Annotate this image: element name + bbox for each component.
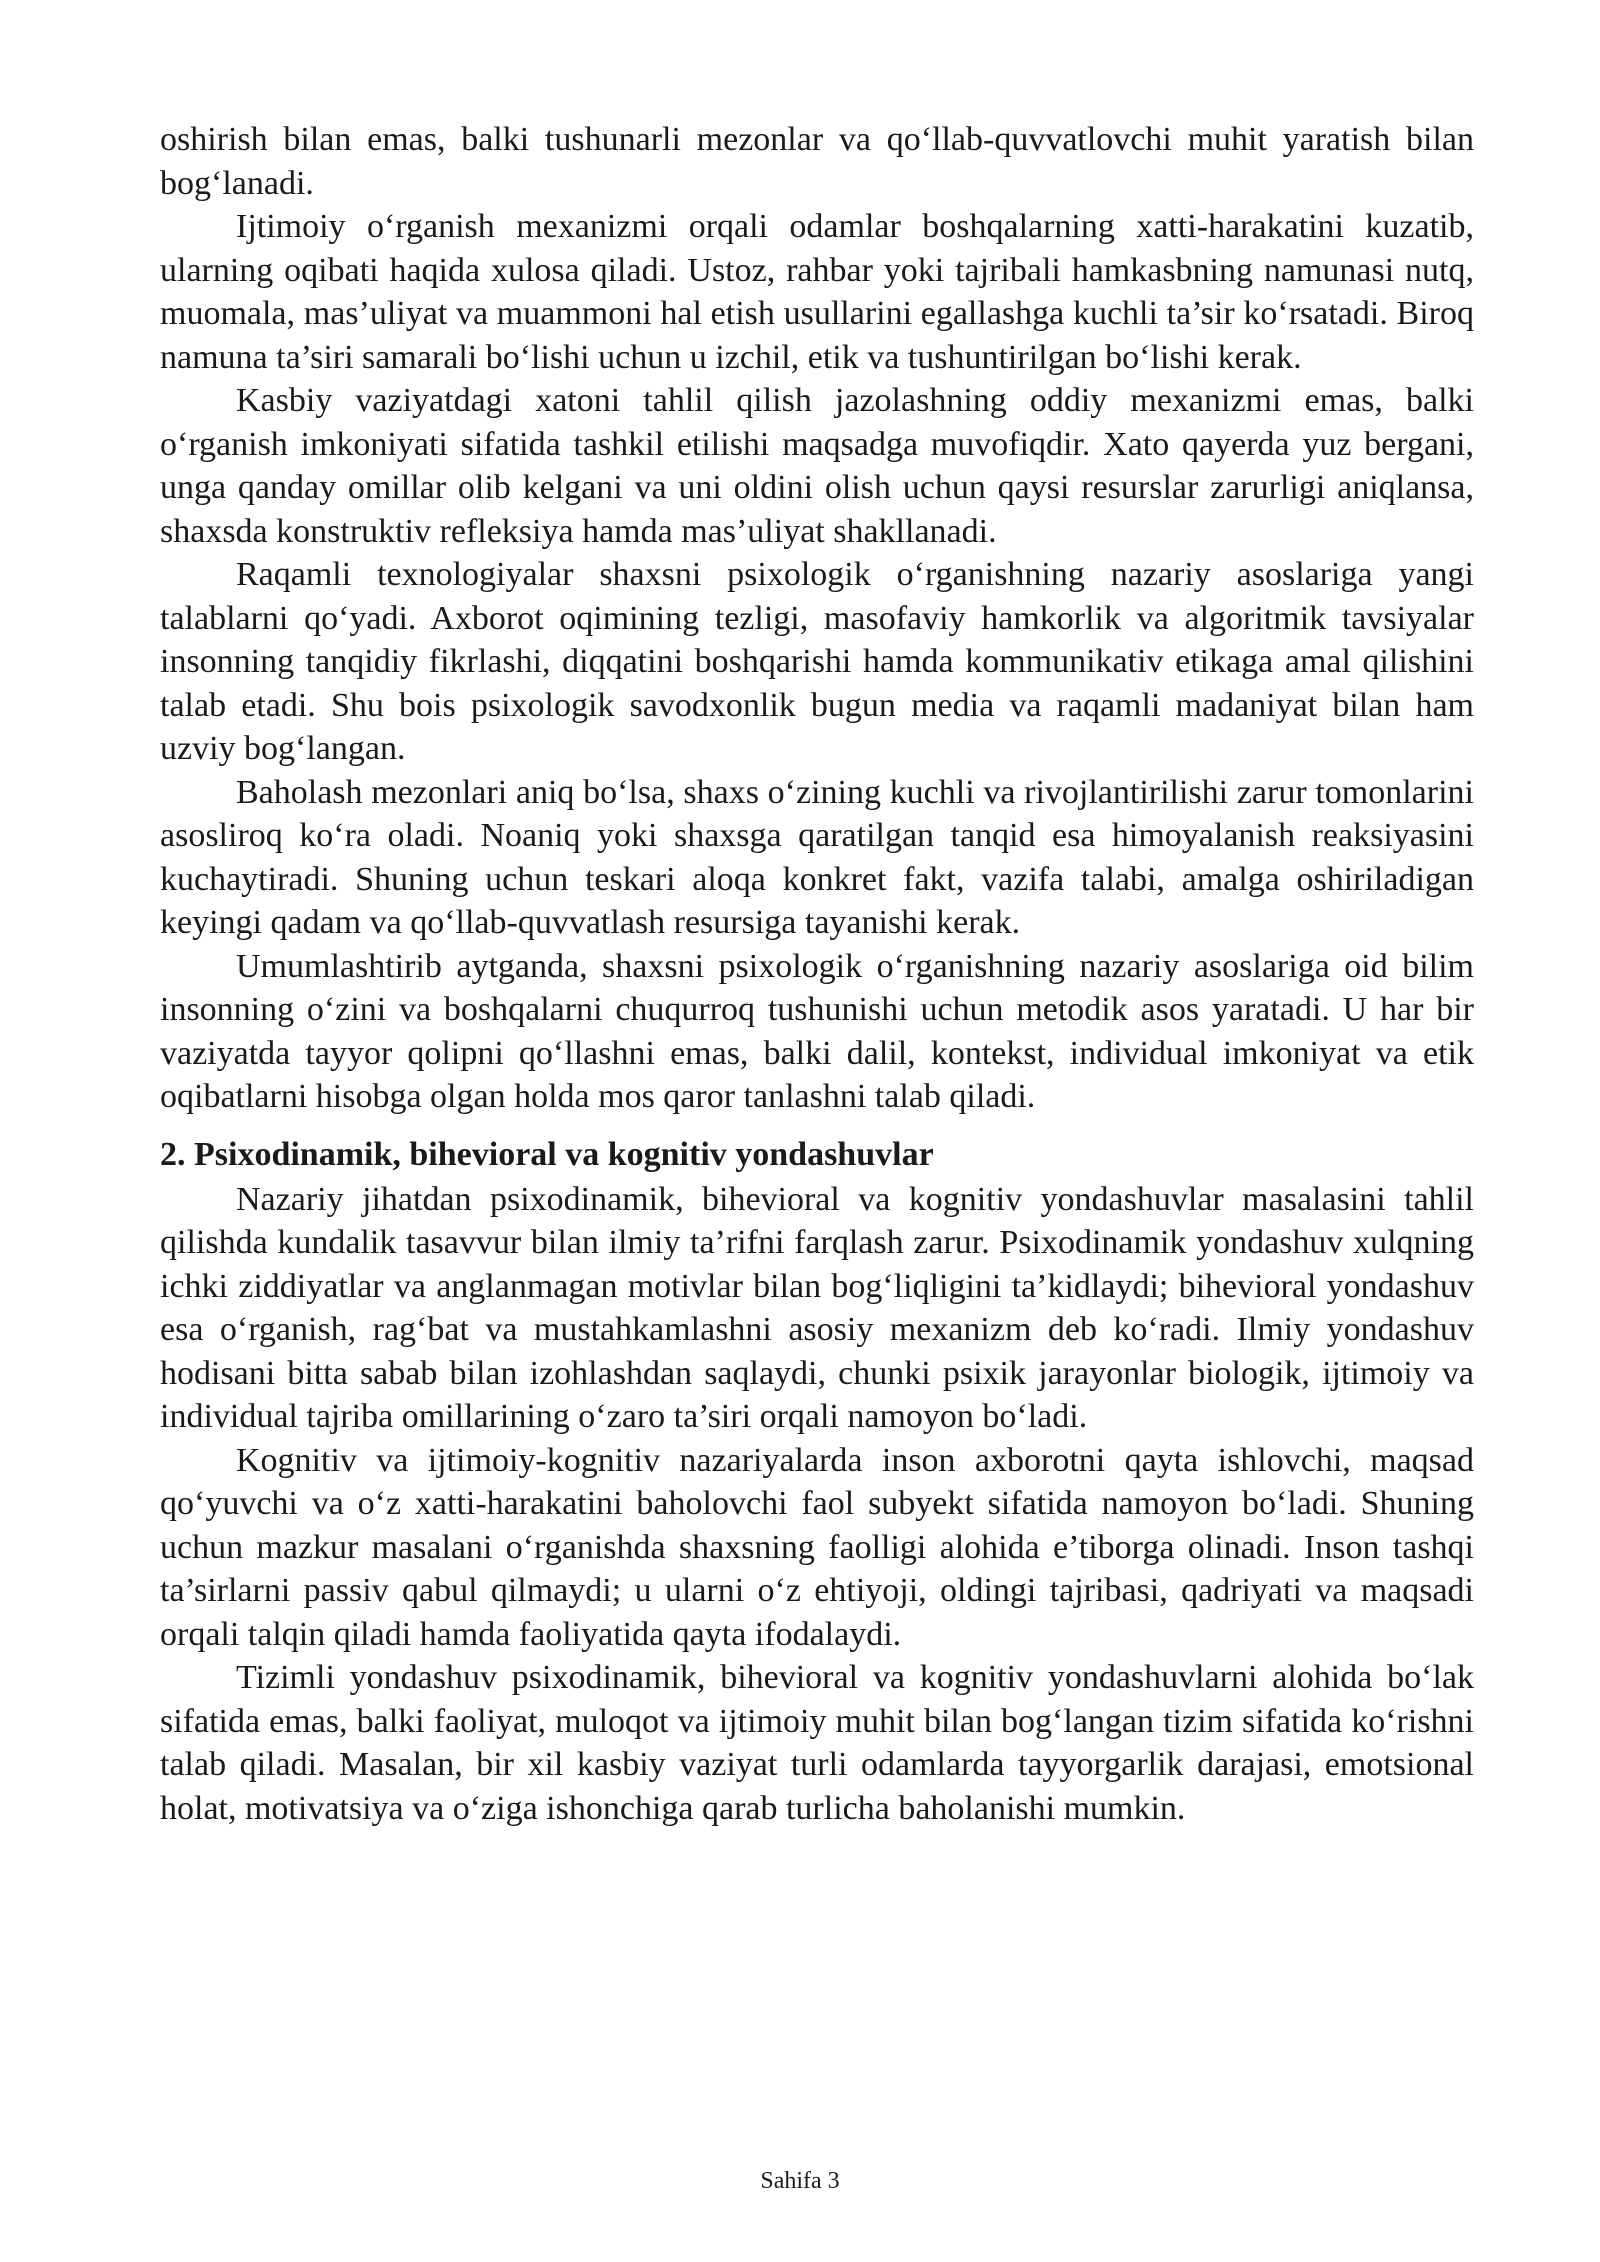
section-heading: 2. Psixodinamik, bihevioral va kognitiv yondashuvlar [160, 1135, 934, 1173]
paragraph-error-analysis: Kasbiy vaziyatdagi xatoni tahlil qilish jazolashning oddiy mexanizmi emas, balki o‘rganish imkoniyati sifatida tashkil etilishi maqsadga muvofiqdir. Xato qayerda yuz bergani, unga qanday omillar olib kelgani va uni oldini olish uchun qaysi resurslar zarurligi aniqlansa, shaxsda konstruktiv refleksiya hamda mas’uliyat shakllanadi. [160, 382, 1474, 550]
paragraph-systemic-approach: Tizimli yondashuv psixodinamik, bihevioral va kognitiv yondashuvlarni alohida bo‘lak sifatida emas, balki faoliyat, muloqot va ijtimoiy muhit bilan bog‘langan tizim sifatida ko‘rishni talab qiladi. Masalan, bir xil kasbiy vaziyat turli odamlarda tayyorgarlik darajasi, emotsional holat, motivatsiya va o‘ziga ishonchiga qarab turlicha baholanishi mumkin. [160, 1659, 1474, 1827]
page-number-footer: Sahifa 3 [760, 2168, 840, 2194]
paragraph-cognitive-theories: Kognitiv va ijtimoiy-kognitiv nazariyalarda inson axborotni qayta ishlovchi, maqsad qo‘yuvchi va o‘z xatti-harakatini baholovchi faol subyekt sifatida namoyon bo‘ladi. Shuning uchun mazkur masalani o‘rganishda shaxsning faolligi alohida e’tiborga olinadi. Inson tashqi ta’sirlarni passiv qabul qilmaydi; u ularni o‘z ehtiyoji, oldingi tajribasi, qadriyati va maqsadi orqali talqin qiladi hamda faoliyatida qayta ifodalaydi. [160, 1441, 1474, 1653]
paragraph-assessment-criteria: Baholash mezonlari aniq bo‘lsa, shaxs o‘zining kuchli va rivojlantirilishi zarur tomonlarini asosliroq ko‘ra oladi. Noaniq yoki shaxsga qaratilgan tanqid esa himoyalanish reaksiyasini kuchaytiradi. Shuning uchun teskari aloqa konkret fakt, vazifa talabi, amalga oshiriladigan keyingi qadam va qo‘llab-quvvatlash resursiga tayanishi kerak. [160, 773, 1474, 941]
paragraph-theoretical-approaches: Nazariy jihatdan psixodinamik, bihevioral va kognitiv yondashuvlar masalasini tahlil qilishda kundalik tasavvur bilan ilmiy ta’rifni farqlash zarur. Psixodinamik yondashuv xulqning ichki ziddiyatlar va anglanmagan motivlar bilan bog‘liqligini ta’kidlaydi; bihevioral yondashuv esa o‘rganish, rag‘bat va mustahkamlashni asosiy mexanizm deb ko‘radi. Ilmiy yondashuv hodisani bitta sabab bilan izohlashdan saqlaydi, chunki psixik jarayonlar biologik, ijtimoiy va individual tajriba omillarining o‘zaro ta’siri orqali namoyon bo‘ladi. [160, 1180, 1474, 1435]
paragraph-digital-technologies: Raqamli texnologiyalar shaxsni psixologik o‘rganishning nazariy asoslariga yangi talablarni qo‘yadi. Axborot oqimining tezligi, masofaviy hamkorlik va algoritmik tavsiyalar insonning tanqidiy fikrlashi, diqqatini boshqarishi hamda kommunikativ etikaga amal qilishini talab etadi. Shu bois psixologik savodxonlik bugun media va raqamli madaniyat bilan ham uzviy bog‘langan. [160, 556, 1474, 767]
paragraph-summary: Umumlashtirib aytganda, shaxsni psixologik o‘rganishning nazariy asoslariga oid bilim insonning o‘zini va boshqalarni chuqurroq tushunishi uchun metodik asos yaratadi. U har bir vaziyatda tayyor qolipni qo‘llashni emas, balki dalil, kontekst, individual imkoniyat va etik oqibatlarni hisobga olgan holda mos qaror tanlashni talab qiladi. [160, 947, 1474, 1115]
paragraph-continued: oshirish bilan emas, balki tushunarli mezonlar va qo‘llab-quvvatlovchi muhit yaratish bilan bog‘lanadi. [160, 121, 1474, 202]
document-page [160, 118, 1474, 1830]
paragraph-social-learning: Ijtimoiy o‘rganish mexanizmi orqali odamlar boshqalarning xatti-harakatini kuzatib, ularning oqibati haqida xulosa qiladi. Ustoz, rahbar yoki tajribali hamkasbning namunasi nutq, muomala, mas’uliyat va muammoni hal etish usullarini egallashga kuchli ta’sir ko‘rsatadi. Biroq namuna ta’siri samarali bo‘lishi uchun u izchil, etik va tushuntirilgan bo‘lishi kerak. [160, 208, 1474, 376]
